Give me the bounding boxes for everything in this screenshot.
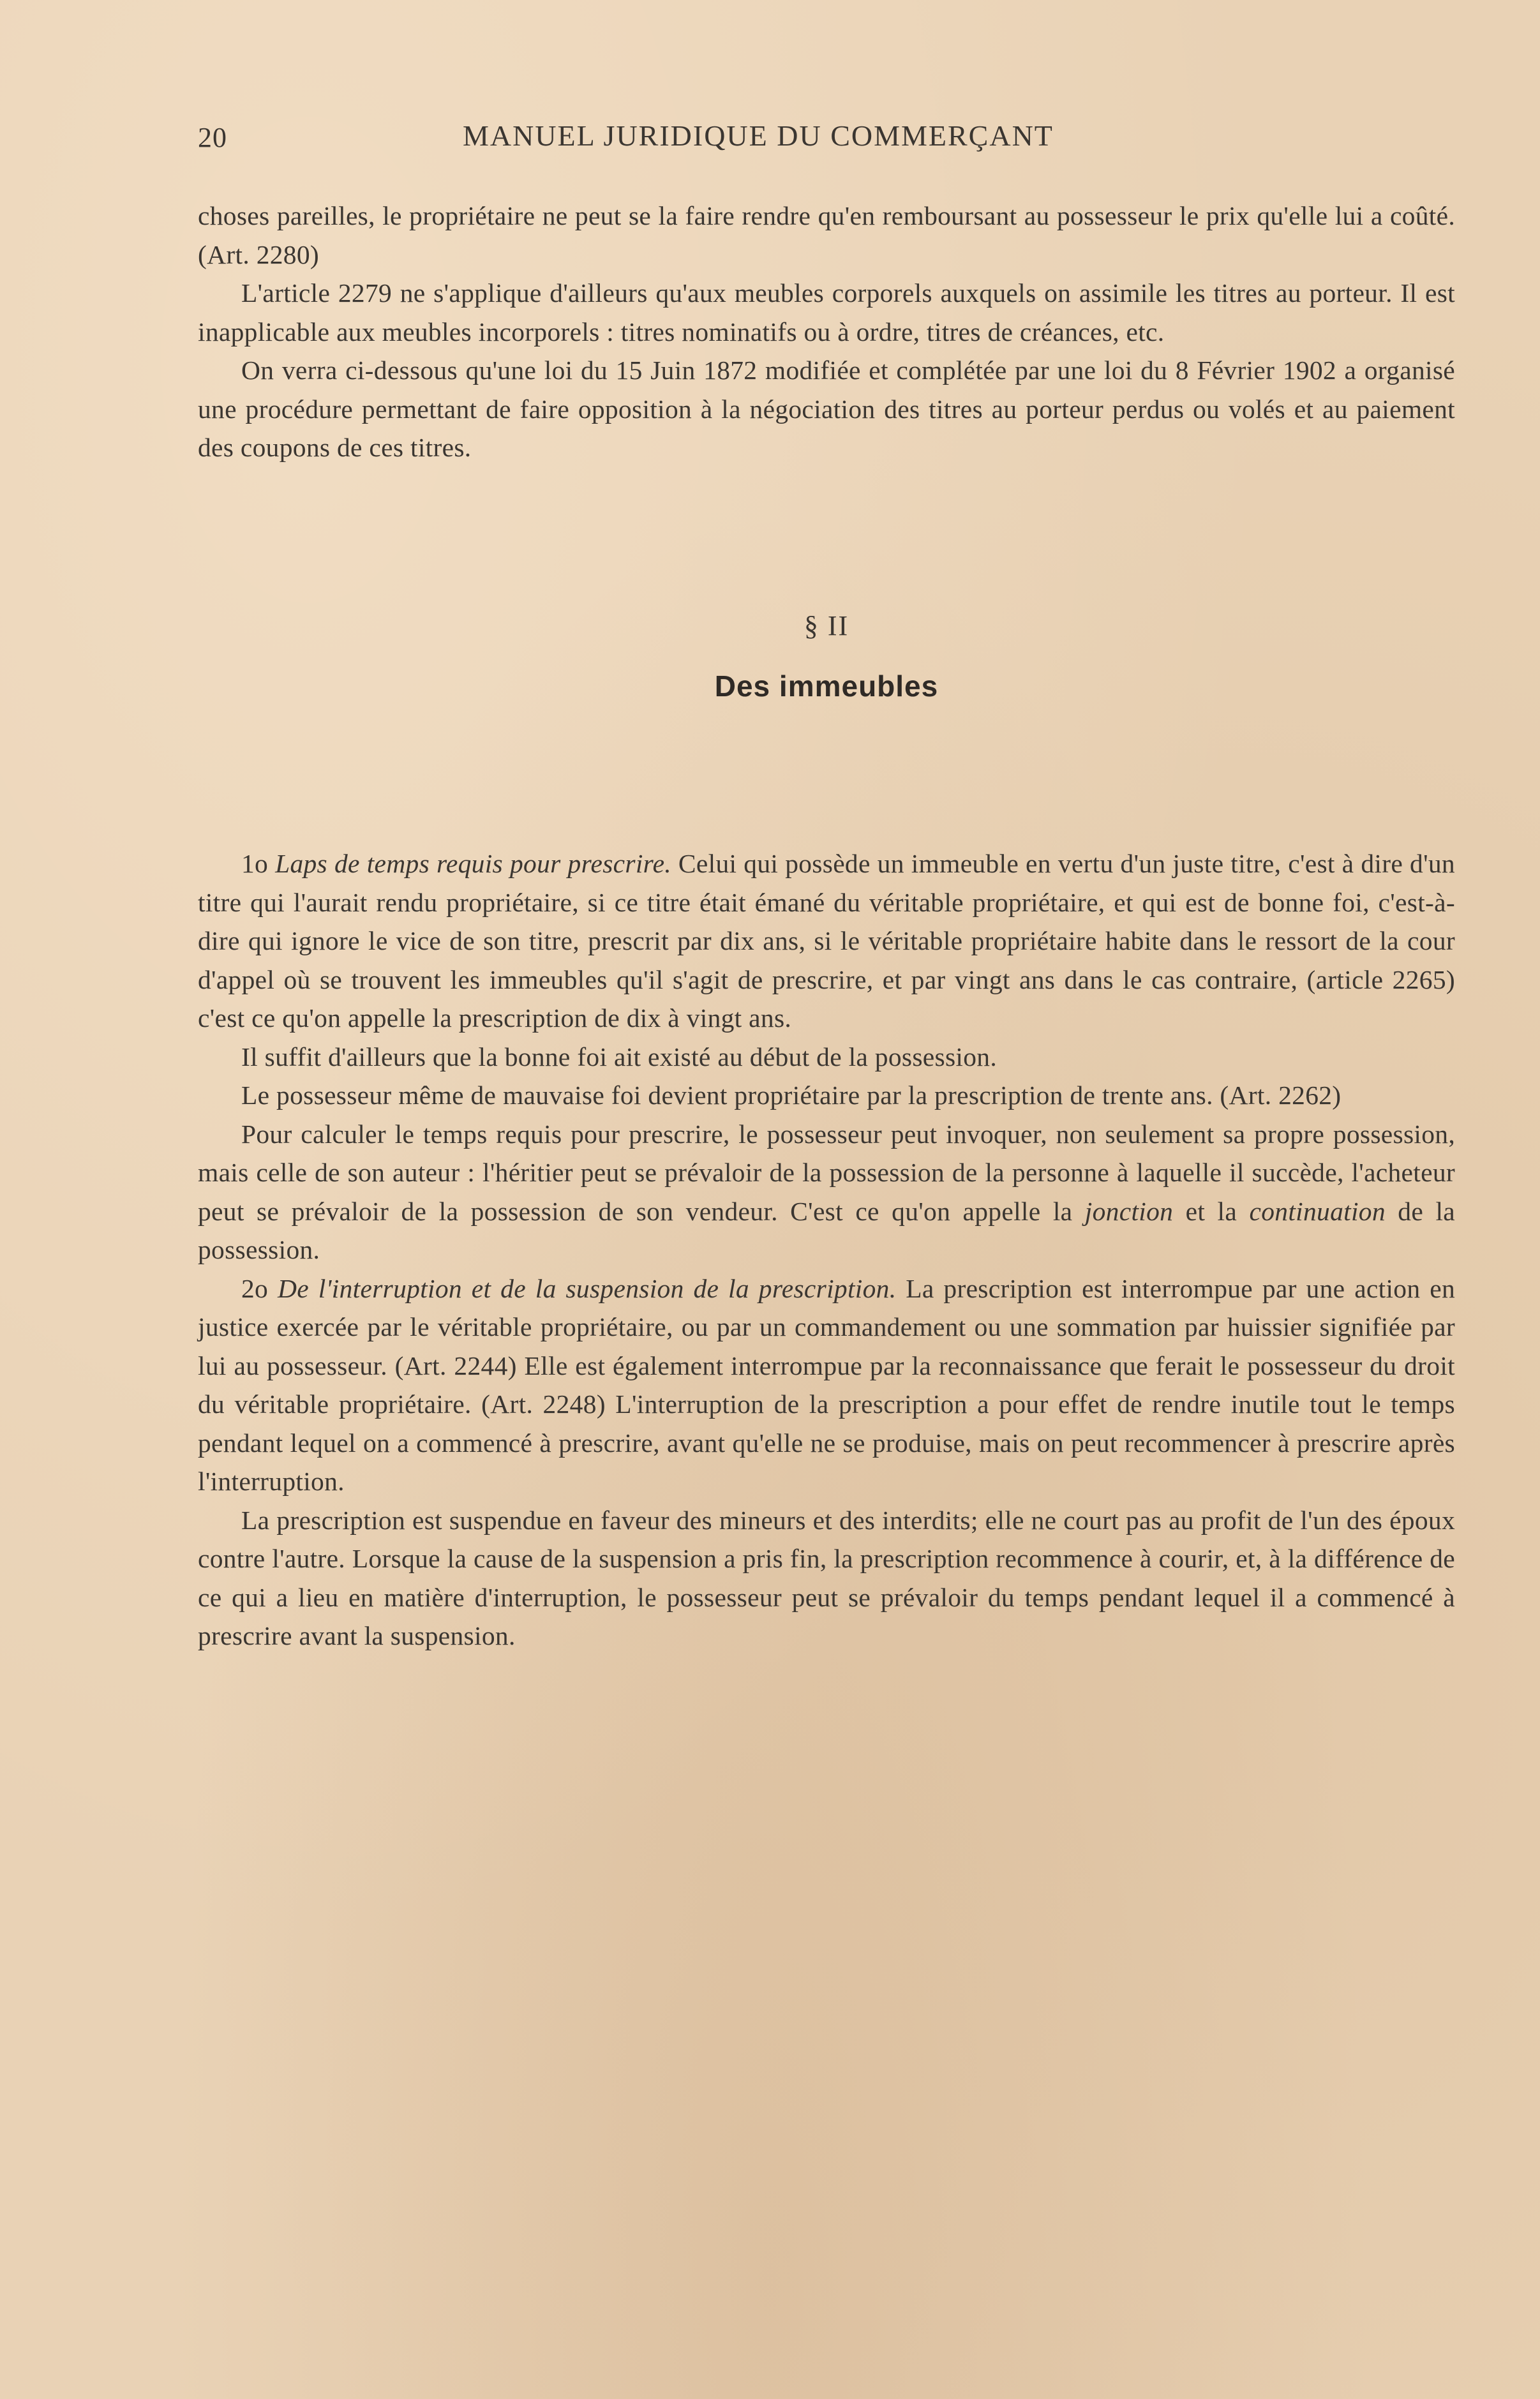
running-head [198, 115, 1455, 160]
paragraph-laps-de-temps [198, 844, 1455, 1038]
section-mark: § II [804, 610, 849, 641]
paragraph-jonction [198, 1115, 1455, 1269]
paragraph-loi-1872: On verra ci-dessous qu'une loi du 15 Juin 1872 modifiée et complétée par une loi du 8 Février 1902 a organisé une procédure permettant de faire opposition à la négociation des titres au porteur perdus ou volés et au paiement des coupons de ces titres. [198, 355, 1455, 462]
paragraph-italic-title: Laps de temps requis pour prescrire. [275, 849, 671, 878]
page-number: 20 [198, 122, 227, 153]
paragraph-text: Celui qui possède un immeuble en vertu d'un juste titre, c'est à dire d'un titre qui l'aurait rendu propriétaire, si ce titre était émané du véritable propriétaire, et qui est de bonne foi, c'est-à-dire qui ignore le vice de son titre, prescrit par dix ans, si le véritable propriétaire habite dans le ressort de la cour d'appel où se trouvent les immeubles qu'il s'agit de prescrire, et par vingt ans dans le cas contraire, (article 2265) c'est ce qu'on appelle la prescription de dix à vingt ans. [198, 849, 1455, 1033]
paragraph-interruption [198, 1269, 1455, 1501]
paragraph-continuation: choses pareilles, le propriétaire ne peut se la faire rendre qu'en remboursant au possesseur le prix qu'elle lui a coûté. (Art. 2280) [198, 201, 1455, 269]
book-title: MANUEL JURIDIQUE DU COMMERÇANT [463, 119, 1054, 152]
paragraph-article-2279: L'article 2279 ne s'applique d'ailleurs qu'aux meubles corporels auxquels on assimile les titres au porteur. Il est inapplicable aux meubles incorporels : titres nominatifs ou à ordre, titres de créances, etc. [198, 278, 1455, 347]
paragraph-italic-title: De l'interruption et de la suspension de la prescription. [277, 1273, 897, 1303]
paragraph-text: de la possession. [198, 1196, 1455, 1264]
italic-term-continuation: continuation [1249, 1196, 1386, 1226]
paragraph-suspension: La prescription est suspendue en faveur des mineurs et des interdits; elle ne court pas au profit de l'un des époux contre l'autre. Lorsque la cause de la suspension a pris fin, la prescription recommence à courir, et, à la différence de ce qui a lieu en matière d'interruption, le possesseur peut se prévaloir du temps pendant lequel il a commencé à prescrire avant la suspension. [198, 1505, 1455, 1650]
section-heading: Des immeubles [714, 669, 939, 703]
paragraph-text: La prescription est interrompue par une action en justice exercée par le véritable propriétaire, ou par un commandement ou une sommation par huissier signifiée par lui au possesseur. (Art. 2244) Elle est également interrompue par la reconnaissance que ferait le possesseur du droit du véritable propriétaire. (Art. 2248) L'interruption de la prescription a pour effet de rendre inutile tout le temps pendant lequel on a commencé à prescrire, avant qu'elle ne se produise, mais on peut recommencer à prescrire après l'interruption. [198, 1273, 1456, 1496]
paragraph-mauvaise-foi: Le possesseur même de mauvaise foi devient propriétaire par la prescription de trente ans. (Art. 2262) [241, 1080, 1342, 1110]
paragraph-bonne-foi: Il suffit d'ailleurs que la bonne foi ait existé au début de la possession. [241, 1042, 998, 1072]
paragraph-number: 2o [241, 1273, 269, 1303]
italic-term-jonction: jonction [1084, 1196, 1174, 1226]
text-block-top [198, 197, 1455, 467]
paragraph-text: Pour calculer le temps requis pour prescrire, le possesseur peut invoquer, non seulement sa propre possession, mais celle de son auteur : l'héritier peut se prévaloir de la possession de la personne à laquelle il succède, l'acheteur peut se prévaloir de la possession de son vendeur. C'est ce qu'on appelle la [198, 1119, 1455, 1226]
book-page [198, 115, 1455, 1838]
paragraph-number: 1o [241, 849, 269, 878]
text-block-main [198, 844, 1455, 1655]
paragraph-text: et la [1173, 1196, 1250, 1226]
